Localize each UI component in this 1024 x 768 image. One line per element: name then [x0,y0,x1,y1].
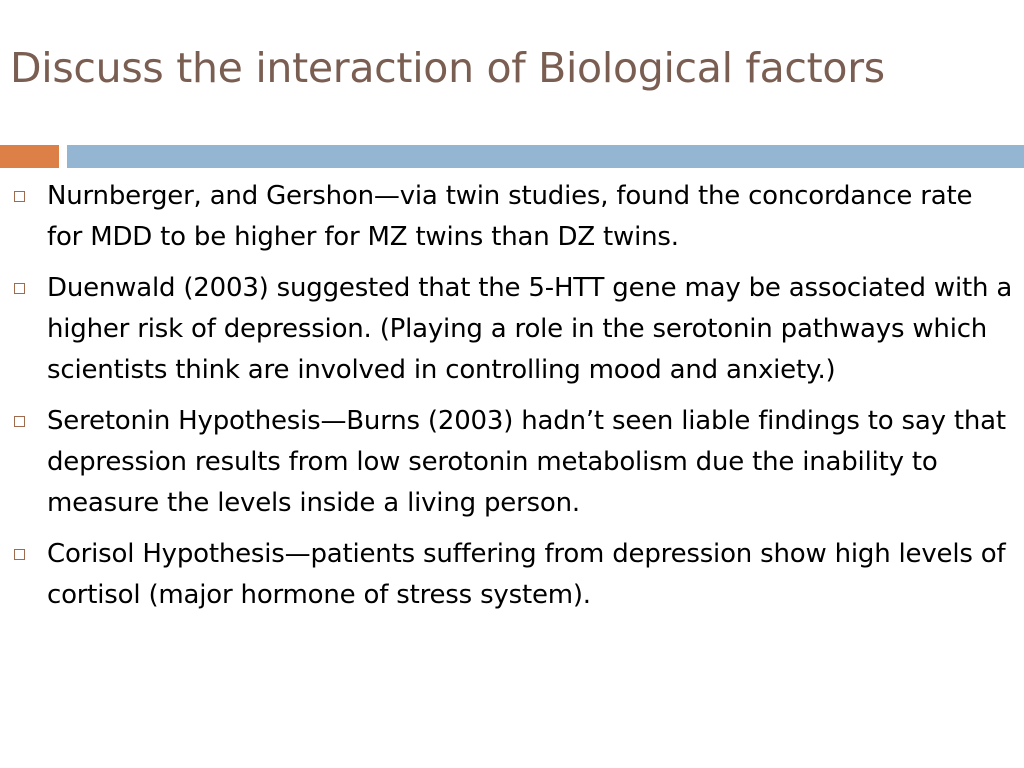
square-bullet-icon [14,191,25,202]
bullet-item-cortisol-hypothesis [14,534,1014,616]
square-bullet-icon [14,416,25,427]
bullet-text: Corisol Hypothesis—patients suffering from depression show high levels of cortisol (major hormone of stress system). [47,539,1006,610]
bullet-item-serotonin-hypothesis [14,401,1014,524]
bullet-list [14,176,1014,626]
slide-title: Discuss the interaction of Biological factors [10,44,885,92]
bullet-text: Seretonin Hypothesis—Burns (2003) hadn’t seen liable findings to say that depression results from low serotonin metabolism due the inability to measure the levels inside a living person. [47,406,1006,518]
title-divider-bar [67,145,1024,168]
bullet-item-5htt-gene [14,268,1014,391]
square-bullet-icon [14,283,25,294]
title-accent-bar [0,145,59,168]
bullet-text: Duenwald (2003) suggested that the 5-HTT gene may be associated with a higher risk of depression. (Playing a role in the serotonin pathways which scientists think are involved in controlling mood and anxiety.) [47,273,1013,385]
bullet-text: Nurnberger, and Gershon—via twin studies, found the concordance rate for MDD to be higher for MZ twins than DZ twins. [47,181,973,252]
square-bullet-icon [14,549,25,560]
bullet-item-twin-studies [14,176,1014,258]
